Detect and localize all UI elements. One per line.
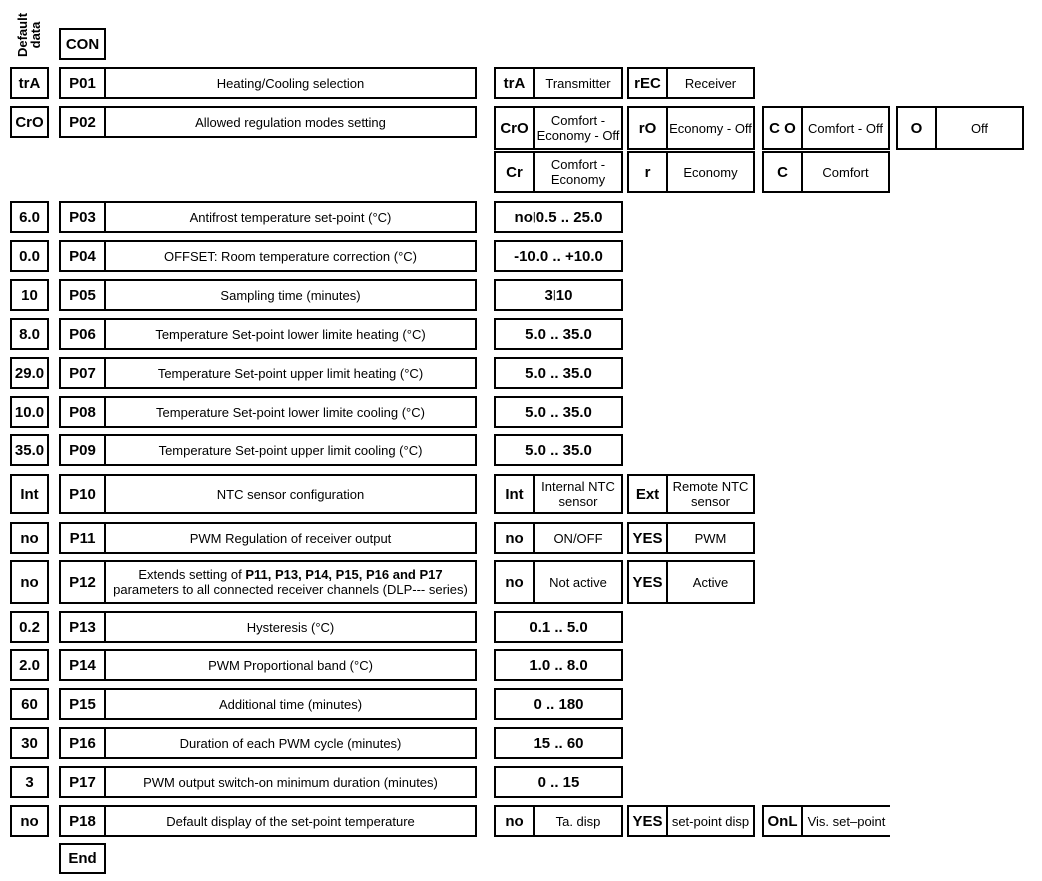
end-label: End [59,843,106,874]
parameter-code: P08 [59,396,106,428]
option-label: Active [666,560,755,604]
default-value: 10.0 [10,396,49,428]
parameter-description: Temperature Set-point lower limite cooling (°C) [104,396,477,428]
parameter-description: Temperature Set-point lower limite heating (°C) [104,318,477,350]
parameter-code: P05 [59,279,106,311]
option-label: Transmitter [533,67,623,99]
divider: | [552,289,556,301]
parameter-description: Default display of the set-point temperature [104,805,477,837]
default-value: 35.0 [10,434,49,466]
parameter-description: Sampling time (minutes) [104,279,477,311]
option-code: Ext [627,474,668,514]
parameter-code: P16 [59,727,106,759]
parameter-description: Temperature Set-point upper limit cooling (°C) [104,434,477,466]
option-label: Economy - Off [666,106,755,150]
default-value: 30 [10,727,49,759]
default-value: 29.0 [10,357,49,389]
option-range: 5.0 .. 35.0 [494,318,623,350]
option-code: CrO [494,106,535,150]
parameter-code: P06 [59,318,106,350]
option-code: Int [494,474,535,514]
option-code: YES [627,560,668,604]
parameter-description: Duration of each PWM cycle (minutes) [104,727,477,759]
parameter-description: OFFSET: Room temperature correction (°C) [104,240,477,272]
con-label: CON [59,28,106,60]
option-range [494,201,623,233]
default-value: 2.0 [10,649,49,681]
option-code: OnL [762,805,803,837]
option-label: Comfort - Economy - Off [533,106,623,150]
option-label: set-point disp [666,805,755,837]
parameter-code: P12 [59,560,106,604]
option-label: Ta. disp [533,805,623,837]
default-value: 0.2 [10,611,49,643]
option-label: Comfort - Off [801,106,890,150]
parameter-description: PWM Proportional band (°C) [104,649,477,681]
default-value: 60 [10,688,49,720]
parameter-description: NTC sensor configuration [104,474,477,514]
option-range: 1.0 .. 8.0 [494,649,623,681]
option-label: ON/OFF [533,522,623,554]
default-value: 6.0 [10,201,49,233]
parameter-code: P11 [59,522,106,554]
parameter-description: Additional time (minutes) [104,688,477,720]
option-code: rO [627,106,668,150]
default-value: 8.0 [10,318,49,350]
default-value: Int [10,474,49,514]
parameter-code: P18 [59,805,106,837]
default-value: trA [10,67,49,99]
option-code: no [494,522,535,554]
option-range: 0.1 .. 5.0 [494,611,623,643]
option-range: 5.0 .. 35.0 [494,396,623,428]
parameter-description [104,560,477,604]
option-label: Internal NTC sensor [533,474,623,514]
parameter-description: Heating/Cooling selection [104,67,477,99]
option-label: Vis. set–point [801,805,890,837]
option-code: C O [762,106,803,150]
parameter-code: P02 [59,106,106,138]
default-value: 0.0 [10,240,49,272]
option-code: YES [627,522,668,554]
default-value: 3 [10,766,49,798]
parameter-code: P04 [59,240,106,272]
parameter-code: P17 [59,766,106,798]
option-label: Economy [666,151,755,193]
option-range [494,279,623,311]
option-range: 5.0 .. 35.0 [494,357,623,389]
parameter-code: P03 [59,201,106,233]
default-data-header: Default data [15,12,43,58]
parameter-code: P15 [59,688,106,720]
default-value: no [10,522,49,554]
option-range: 0 .. 15 [494,766,623,798]
option-label: Not active [533,560,623,604]
option-code: no [494,560,535,604]
parameter-code: P13 [59,611,106,643]
parameter-code: P09 [59,434,106,466]
option-label: Receiver [666,67,755,99]
default-value: no [10,805,49,837]
parameter-code: P14 [59,649,106,681]
description-bold-text: P11, P13, P14, P15, P16 and P17 [245,567,443,582]
option-label: Off [935,106,1024,150]
divider: | [532,211,536,223]
range-value: 10 [555,286,573,304]
description-text: Extends setting of [138,567,246,582]
option-code: C [762,151,803,193]
option-code: trA [494,67,535,99]
default-value: CrO [10,106,49,138]
option-label: Comfort - Economy [533,151,623,193]
parameter-description: PWM output switch-on minimum duration (minutes) [104,766,477,798]
option-label: Remote NTC sensor [666,474,755,514]
option-range: -10.0 .. +10.0 [494,240,623,272]
parameter-code: P10 [59,474,106,514]
parameter-description: Allowed regulation modes setting [104,106,477,138]
parameter-description: Temperature Set-point upper limit heating (°C) [104,357,477,389]
option-code: rEC [627,67,668,99]
description-text: parameters to all connected receiver channels (DLP--- series) [113,582,468,597]
option-range: 15 .. 60 [494,727,623,759]
range-value: 0.5 .. 25.0 [535,208,603,226]
option-label: Comfort [801,151,890,193]
option-code: YES [627,805,668,837]
option-code: Cr [494,151,535,193]
range-value: 3 [544,286,553,304]
parameter-description: Hysteresis (°C) [104,611,477,643]
option-label: PWM [666,522,755,554]
default-value: no [10,560,49,604]
default-value: 10 [10,279,49,311]
parameter-code: P07 [59,357,106,389]
parameter-description: Antifrost temperature set-point (°C) [104,201,477,233]
option-code: no [494,805,535,837]
parameter-description: PWM Regulation of receiver output [104,522,477,554]
option-code: O [896,106,937,150]
option-code: no [514,208,533,226]
parameter-code: P01 [59,67,106,99]
option-range: 0 .. 180 [494,688,623,720]
option-range: 5.0 .. 35.0 [494,434,623,466]
option-code: r [627,151,668,193]
